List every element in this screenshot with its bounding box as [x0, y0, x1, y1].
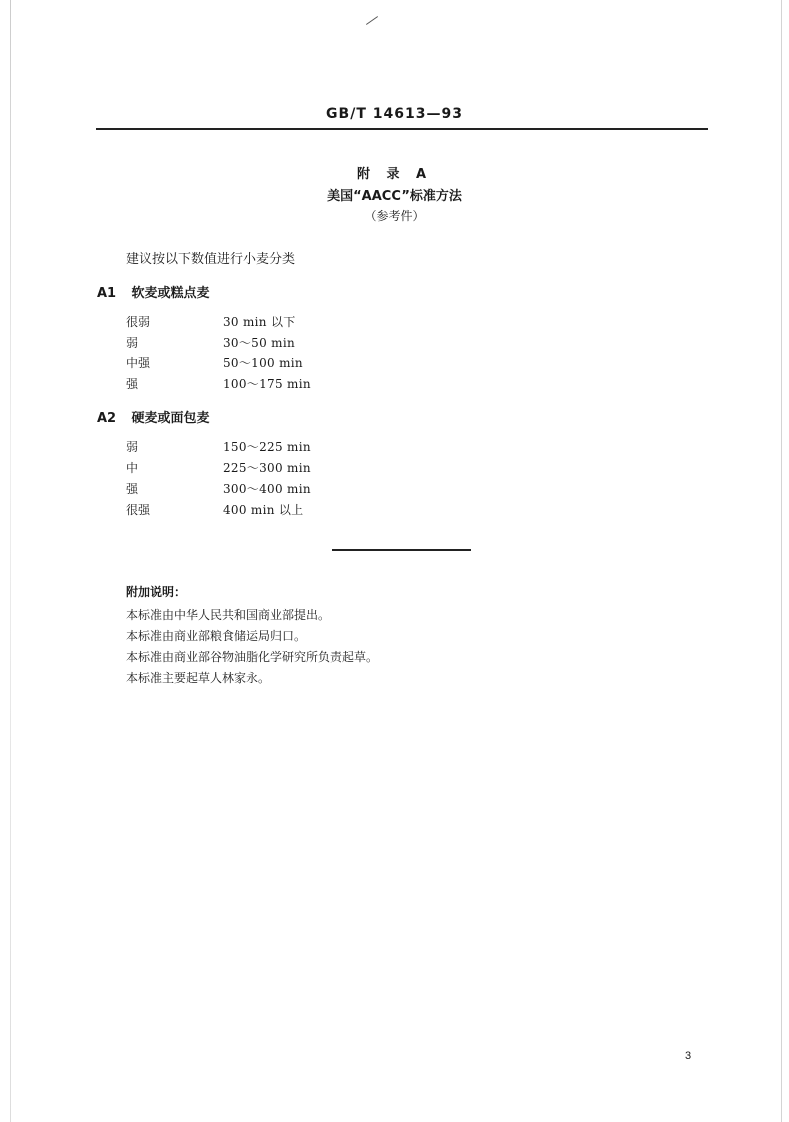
class-range: 30 min 以下 [223, 315, 296, 329]
annex-note: （参考件） [364, 209, 425, 223]
section-heading [97, 282, 210, 301]
section-heading [97, 407, 210, 426]
class-label: 弱 [126, 440, 139, 454]
annex-title: 附 录 A [356, 167, 433, 182]
class-label: 强 [126, 377, 139, 391]
section-number: A2 [97, 411, 117, 426]
section-number: A1 [97, 286, 117, 301]
note-line: 本标准由商业部谷物油脂化学研究所负责起草。 [126, 650, 379, 664]
section-title: 硬麦或面包麦 [131, 411, 210, 426]
class-range: 150～225 min [223, 440, 311, 454]
header-rule [96, 128, 708, 130]
section-title: 软麦或糕点麦 [131, 286, 210, 301]
annex-subtitle: 美国“AACC”标准方法 [327, 189, 462, 204]
class-range: 400 min 以上 [223, 503, 304, 517]
class-label: 弱 [126, 336, 139, 350]
standard-code: GB/T 14613—93 [326, 106, 463, 122]
intro-text: 建议按以下数值进行小麦分类 [126, 252, 296, 267]
note-line: 本标准由商业部粮食储运局归口。 [126, 629, 307, 643]
class-label: 中 [126, 461, 139, 475]
additional-notes-heading: 附加说明： [126, 585, 187, 599]
class-label: 很弱 [126, 315, 151, 329]
class-label: 很强 [126, 503, 151, 517]
note-line: 本标准由中华人民共和国商业部提出。 [126, 608, 331, 622]
class-label: 强 [126, 482, 139, 496]
class-range: 30～50 min [223, 336, 295, 350]
class-range: 300～400 min [223, 482, 311, 496]
class-range: 50～100 min [223, 356, 303, 370]
class-label: 中强 [126, 356, 151, 370]
note-line: 本标准主要起草人林家永。 [126, 671, 271, 685]
class-range: 100～175 min [223, 377, 311, 391]
scan-mark [366, 16, 378, 25]
end-rule [332, 549, 471, 551]
page-number: 3 [685, 1050, 692, 1062]
class-range: 225～300 min [223, 461, 311, 475]
